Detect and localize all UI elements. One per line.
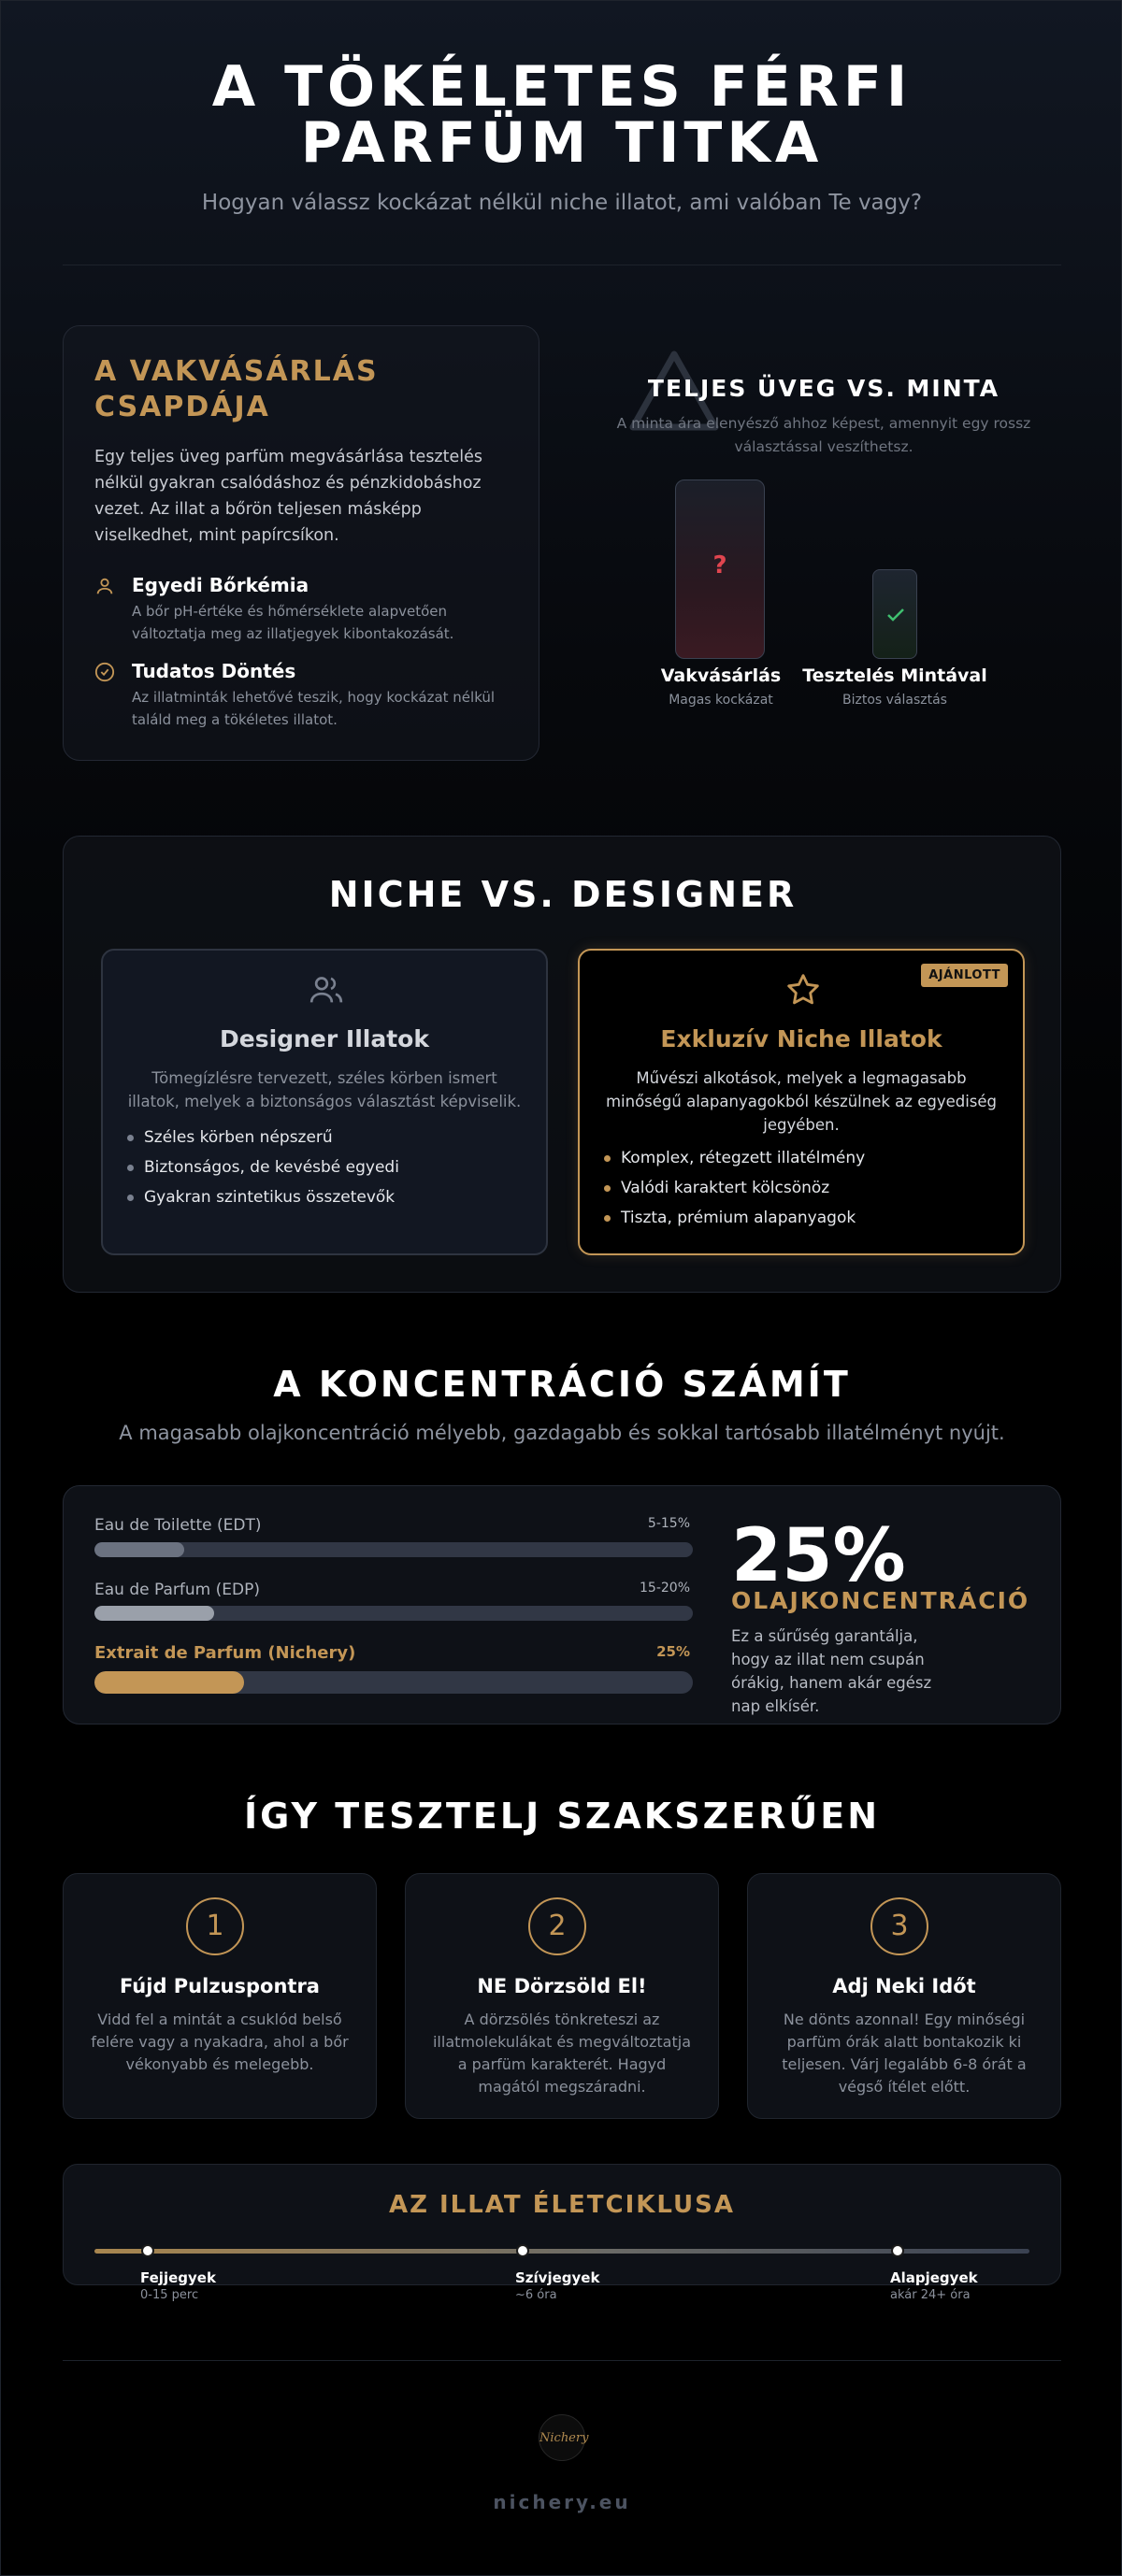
concentration-subtitle: A magasabb olajkoncentráció mélyebb, gazdagabb és sokkal tartósabb illatélményt nyújt. (119, 1422, 1005, 1444)
sample-test-label: Tesztelés Mintával (802, 665, 987, 686)
steps-title: ÍGY TESZTELJ SZAKSZERŰEN (243, 1796, 881, 1837)
step-number: 1 (186, 1897, 244, 1955)
edp-bar-fill (94, 1606, 214, 1621)
comparison-subtitle: A minta ára elenyésző ahhoz képest, amennyit egy rossz választással veszíthetsz. (616, 415, 1031, 455)
niche-desc: Művészi alkotások, melyek a legmagasabb minőségű alapanyagokból készülnek az egyediség jegyében. (605, 1069, 998, 1134)
user-icon (94, 576, 115, 596)
niche-vs-designer-section (63, 836, 1061, 1293)
phase-time: ~6 óra (515, 2288, 557, 2302)
trap-body: Egy teljes üveg parfüm megvásárlása tesztelés nélkül gyakran csalódáshoz és pénzkidobáshoz vezet. Az illat a bőrön teljesen másképp viselkedhet, mint papírcsíkon. (94, 448, 482, 545)
sample-vial-illustration (872, 569, 917, 659)
edt-range: 5-15% (647, 1516, 690, 1531)
lifecycle-track (94, 2249, 1029, 2254)
phase-time: akár 24+ óra (890, 2288, 971, 2302)
designer-title: Designer Illatok (220, 1025, 429, 1052)
page-title (1, 54, 1122, 176)
list-item: Széles körben népszerű (125, 1123, 527, 1152)
edt-bar-fill (94, 1542, 184, 1557)
list-item: Komplex, rétegzett illatélmény (602, 1143, 1004, 1173)
extrait-range: 25% (656, 1643, 690, 1660)
edp-bar (94, 1606, 693, 1621)
lifecycle-card (63, 2164, 1061, 2285)
comparison-title: TELJES ÜVEG VS. MINTA (647, 375, 1000, 402)
concentration-value: 25% (731, 1514, 906, 1598)
niche-card (578, 949, 1025, 1255)
step-card (405, 1873, 719, 2119)
blind-buy-sub: Magas kockázat (669, 693, 773, 708)
step-number: 3 (870, 1897, 928, 1955)
page-title-line-2: PARFÜM TITKA (300, 110, 824, 176)
trap-title: A VAKVÁSÁRLÁS CSAPDÁJA (94, 355, 379, 423)
blind-buy-label: Vakvásárlás (660, 665, 782, 686)
niche-title: Exkluzív Niche Illatok (660, 1025, 942, 1052)
step-title: Adj Neki Időt (832, 1975, 976, 1997)
step-text: Vidd fel a mintát a csuklód belső felére vagy a nyakadra, ahol a bőr vékonyabb és melegebb. (91, 2011, 349, 2073)
designer-list (125, 1123, 527, 1212)
step-card (63, 1873, 377, 2119)
page-title-line-1: A TÖKÉLETES FÉRFI (211, 54, 913, 120)
concentration-title: A KONCENTRÁCIÓ SZÁMÍT (273, 1364, 851, 1405)
step-number: 2 (528, 1897, 586, 1955)
edp-range: 15-20% (640, 1581, 690, 1596)
extrait-bar-fill (94, 1671, 244, 1694)
divider (63, 2360, 1061, 2361)
sample-test-sub: Biztos választás (842, 693, 947, 708)
extrait-bar (94, 1671, 693, 1694)
edt-bar (94, 1542, 693, 1557)
users-icon (308, 971, 345, 1009)
lifecycle-dot-top-notes (141, 2244, 154, 2257)
list-item: Tiszta, prémium alapanyagok (602, 1203, 1004, 1233)
edp-label: Eau de Parfum (EDP) (94, 1581, 260, 1599)
phase-name: Fejjegyek (140, 2269, 216, 2286)
check-icon (885, 604, 907, 626)
extrait-label: Extrait de Parfum (Nichery) (94, 1643, 356, 1663)
brand-logo: Nichery (539, 2414, 585, 2461)
phase-name: Alapjegyek (890, 2269, 978, 2286)
footer-url[interactable]: nichery.eu (493, 2491, 631, 2513)
lifecycle-dot-heart-notes (516, 2244, 529, 2257)
list-item: Gyakran szintetikus összetevők (125, 1182, 527, 1212)
feature-title: Tudatos Döntés (132, 660, 296, 682)
concentration-card (63, 1485, 1061, 1724)
list-item: Valódi karaktert kölcsönöz (602, 1173, 1004, 1203)
edt-label: Eau de Toilette (EDT) (94, 1516, 262, 1535)
designer-desc: Tömegízlésre tervezett, széles körben ismert illatok, melyek a biztonságos választást képviselik. (127, 1069, 522, 1110)
niche-list (602, 1143, 1004, 1233)
step-card (747, 1873, 1061, 2119)
feature-text: Az illatminták lehetővé teszik, hogy kockázat nélkül találd meg a tökéletes illatot. (132, 689, 496, 728)
page-subtitle: Hogyan válassz kockázat nélkül niche illatot, ami valóban Te vagy? (201, 191, 923, 215)
step-title: NE Dörzsöld El! (477, 1975, 647, 1997)
section-title: NICHE VS. DESIGNER (328, 874, 798, 915)
phase-name: Szívjegyek (515, 2269, 600, 2286)
designer-card (101, 949, 548, 1255)
star-icon (784, 971, 822, 1009)
step-title: Fújd Pulzuspontra (120, 1975, 320, 1997)
concentration-label: OLAJKONCENTRÁCIÓ (731, 1587, 1030, 1614)
full-bottle-illustration (675, 479, 765, 659)
check-circle-icon (94, 662, 115, 682)
list-item: Biztonságos, de kevésbé egyedi (125, 1152, 527, 1182)
feature-text: A bőr pH-értéke és hőmérséklete alapvetően változtatja meg az illatjegyek kibontakozását. (132, 603, 454, 642)
lifecycle-dot-base-notes (891, 2244, 904, 2257)
lifecycle-title: AZ ILLAT ÉLETCIKLUSA (388, 2191, 736, 2219)
concentration-desc: Ez a sűrűség garantálja, hogy az illat nem csupán órákig, hanem akár egész nap elkísér. (731, 1627, 932, 1715)
step-text: Ne dönts azonnal! Egy minőségi parfüm órák alatt bontakozik ki teljesen. Várj legalább 6-8 órát a végső ítélet előtt. (782, 2011, 1027, 2096)
recommended-badge: AJÁNLOTT (921, 964, 1008, 987)
step-text: A dörzsölés tönkreteszi az illatmolekulákat és megváltoztatja a parfüm karakterét. Hagyd magától megszáradni. (432, 2011, 692, 2096)
phase-time: 0-15 perc (140, 2288, 199, 2302)
trap-card (63, 325, 539, 761)
feature-title: Egyedi Bőrkémia (132, 574, 309, 596)
question-mark: ? (712, 551, 727, 580)
